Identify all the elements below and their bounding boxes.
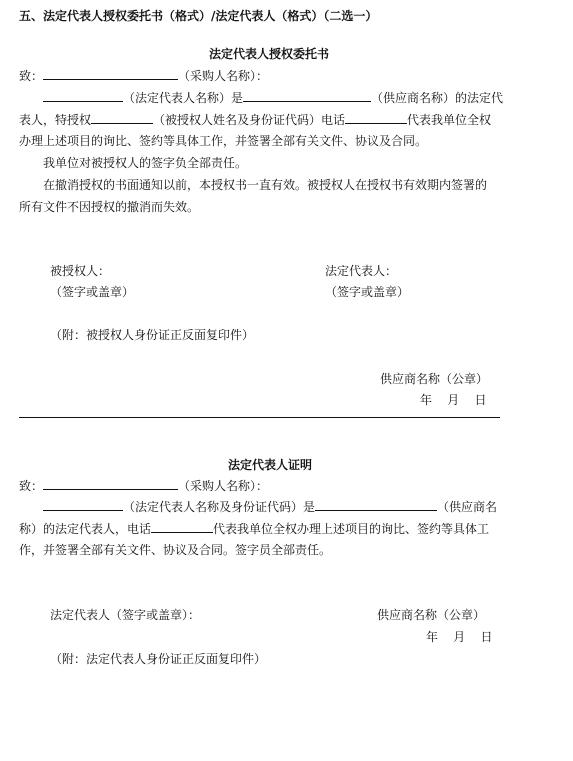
auth-agent-hint: （被授权人姓名及身份证代码）电话 — [153, 113, 346, 127]
auth-agent-sign: （签字或盖章） — [50, 285, 135, 299]
cert-phone-blank[interactable] — [151, 519, 213, 533]
auth-p3-line1: 在撤消授权的书面通知以前，本授权书一直有效。被授权人在授权书有效期内签署的 — [43, 178, 488, 192]
auth-legal-rep-sign: （签字或盖章） — [325, 285, 410, 299]
cert-p1-line3: 作，并签署全部有关文件、协议及合同。签字员全部责任。 — [19, 543, 332, 557]
cert-title: 法定代表人证明 — [228, 458, 313, 472]
auth-legal-rep-blank[interactable] — [43, 88, 123, 102]
cert-to-line — [19, 476, 268, 494]
auth-to-line — [19, 66, 268, 84]
cert-p1-line2 — [19, 519, 489, 537]
cert-legal-rep-blank[interactable] — [43, 497, 123, 511]
auth-p2: 我单位对被授权人的签字负全部责任。 — [43, 156, 248, 170]
cert-date: 年 月 日 — [426, 630, 493, 644]
auth-supplier-hint: （供应商名称）的法定代 — [371, 91, 504, 105]
auth-letter-title: 法定代表人授权委托书 — [209, 47, 330, 61]
cert-purchaser-blank[interactable] — [43, 476, 178, 490]
cert-p1-line2-a: 称）的法定代表人，电话 — [19, 522, 152, 536]
cert-legal-rep-sign: 法定代表人（签字或盖章）： — [50, 608, 201, 622]
auth-legal-rep-hint: （法定代表人名称）是 — [123, 91, 244, 105]
cert-legal-rep-hint: （法定代表人名称及身份证代码）是 — [123, 500, 316, 514]
auth-supplier-seal: 供应商名称（公章） — [380, 372, 489, 386]
auth-to-label: 致： — [19, 69, 44, 83]
auth-p1-line3: 办理上述项目的询比、签约等具体工作，并签署全部有关文件、协议及合同。 — [19, 134, 428, 148]
auth-purchaser-blank[interactable] — [43, 66, 178, 80]
cert-supplier-hint: （供应商名 — [437, 500, 498, 514]
auth-p1-line2 — [19, 110, 491, 128]
auth-purchaser-hint: （采购人名称）： — [178, 69, 269, 83]
cert-supplier-blank[interactable] — [315, 497, 437, 511]
cert-p1-line2-b: 代表我单位全权办理上述项目的询比、签约等具体工 — [213, 522, 490, 536]
auth-p1-line1 — [43, 88, 503, 106]
auth-agent-blank[interactable] — [91, 110, 153, 124]
auth-supplier-blank[interactable] — [243, 88, 371, 102]
section-title: 五、法定代表人授权委托书（格式）/法定代表人（格式）（二选一） — [19, 9, 378, 23]
auth-p1-line2-b: 代表我单位全权 — [407, 113, 492, 127]
section-divider — [19, 417, 500, 418]
auth-date: 年 月 日 — [420, 393, 487, 407]
auth-legal-rep-label: 法定代表人： — [325, 264, 398, 278]
auth-attachment-note: （附：被授权人身份证正反面复印件） — [50, 328, 255, 342]
auth-p1-line2-a: 表人，特授权 — [19, 113, 92, 127]
auth-agent-label: 被授权人： — [50, 264, 111, 278]
cert-purchaser-hint: （采购人名称）： — [178, 479, 269, 493]
cert-attachment-note: （附：法定代表人身份证正反面复印件） — [50, 652, 267, 666]
cert-p1-line1 — [43, 497, 497, 515]
cert-to-label: 致： — [19, 479, 44, 493]
auth-phone-blank[interactable] — [345, 110, 407, 124]
auth-p3-line2: 所有文件不因授权的撤消而失效。 — [19, 200, 200, 214]
cert-supplier-seal: 供应商名称（公章） — [377, 608, 486, 622]
